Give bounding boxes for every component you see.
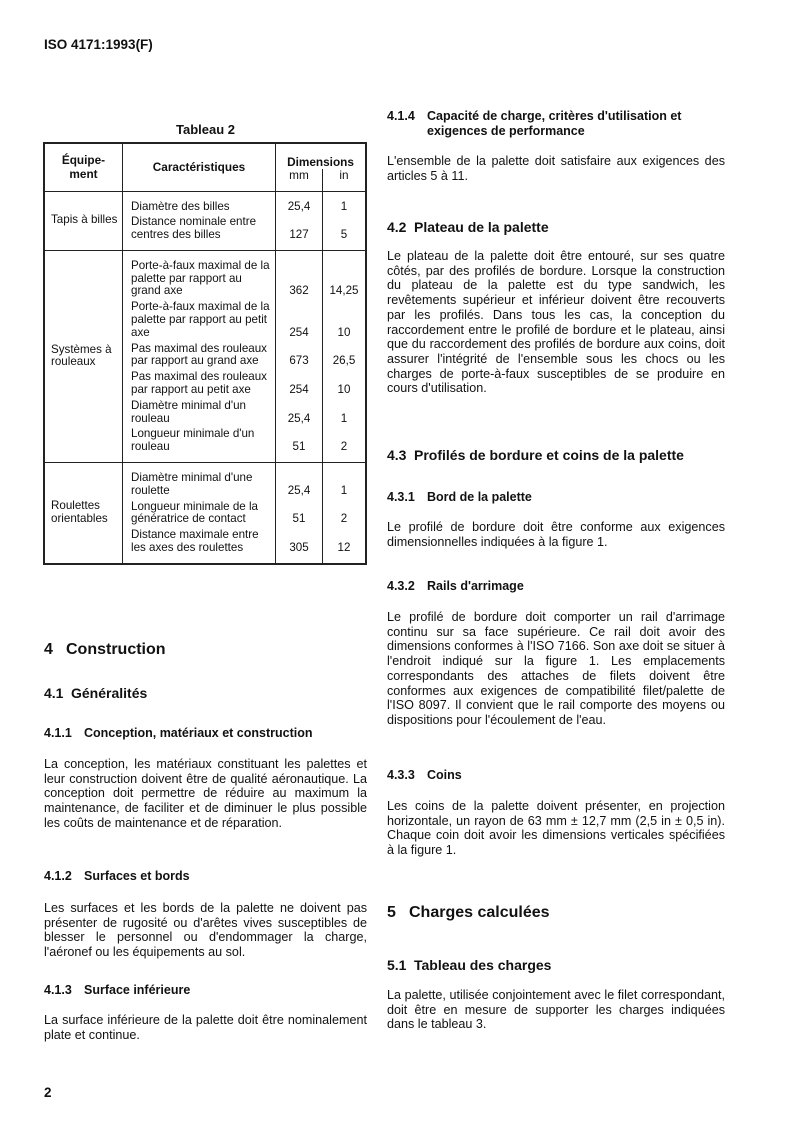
section-4-3-3-text: Les coins de la palette doivent présenter, en projection horizontale, un rayon de 63 mm ± 12,7 mm (2,5 in ± 0,5 in). Chaque coin doit avoir les dimensions verticales spécifiées à la figure 1. xyxy=(387,799,725,858)
table-2 xyxy=(43,142,367,565)
section-4-1-1-text: La conception, les matériaux constituant les palettes et leur construction doivent être de qualité aéronautique. La conception doit permettre de réduire au maximum la maintenance, de faciliter et de diminuer le plus possible les coûts de maintenance et de réparation. xyxy=(44,757,367,830)
section-4-1-heading xyxy=(44,685,147,701)
mm-value: 51 xyxy=(292,512,306,526)
section-title: Conception, matériaux et construction xyxy=(84,726,313,740)
characteristics-list xyxy=(131,463,275,563)
section-5-1-text: La palette, utilisée conjointement avec le filet correspondant, doit être en mesure de supporter les charges indiquées dans le tableau 3. xyxy=(387,988,725,1032)
section-4-3-heading xyxy=(387,447,684,463)
mm-value: 362 xyxy=(289,284,309,298)
characteristic-label: Longueur minimale de la génératrice de contact xyxy=(131,499,258,526)
section-4-3-2-text: Le profilé de bordure doit comporter un rail d'arrimage continu sur sa face supérieure. Ce rail doit avoir des dimensions conformes à l'ISO 7166. Son axe doit se situer à l'endroit indiqué sur la figure 1. Les emplacements correspondants des attaches de filets doivent être conformes aux exigences de compatibilité filet/palette de l'ISO 8097. Il convient que le rail comporte des moyens ou dispositions pour l'écoulement de l'eau. xyxy=(387,610,725,727)
section-title: Construction xyxy=(66,641,166,658)
in-cell xyxy=(323,191,367,250)
section-number: 4.1.3 xyxy=(44,983,72,997)
mm-list xyxy=(276,192,322,250)
section-4-3-2-heading xyxy=(387,579,524,594)
mm-cell xyxy=(276,191,323,250)
section-title: Bord de la palette xyxy=(427,490,532,504)
col-dimensions: Dimensions xyxy=(287,155,354,170)
section-title: Profilés de bordure et coins de la palette xyxy=(414,447,684,463)
section-4-1-4-text: L'ensemble de la palette doit satisfaire aux exigences des articles 5 à 11. xyxy=(387,154,725,183)
section-title: Surface inférieure xyxy=(84,983,191,997)
section-4-1-2-text: Les surfaces et les bords de la palette ne doivent pas présenter de rugosité ou d'arêtes vives susceptibles de blesser le personnel ou d'endommager la charge, l'aéronef ou les équipements au sol. xyxy=(44,901,367,960)
section-4-1-3-heading xyxy=(44,983,190,998)
col-mm: mm xyxy=(276,169,323,191)
equipment-cell: Roulettes orientables xyxy=(44,463,123,564)
characteristic-label: Porte-à-faux maximal de la palette par rapport au grand axe xyxy=(131,258,270,298)
table-row-group xyxy=(44,250,366,462)
table-row-group xyxy=(44,191,366,250)
section-number: 4.3.1 xyxy=(387,490,415,504)
section-title: Rails d'arrimage xyxy=(427,579,524,593)
mm-value: 254 xyxy=(289,383,309,397)
mm-list xyxy=(276,463,322,563)
section-number: 4.3.3 xyxy=(387,768,415,782)
mm-value: 127 xyxy=(289,228,309,242)
page-number: 2 xyxy=(44,1085,52,1100)
section-title: Généralités xyxy=(71,685,148,701)
in-value: 10 xyxy=(337,325,351,339)
section-4-1-1-heading xyxy=(44,726,313,741)
characteristic-label: Distance nominale entre centres des billes xyxy=(131,215,257,242)
characteristic-label: Longueur minimale d'un rouleau xyxy=(131,427,255,454)
characteristics-cell xyxy=(123,463,276,564)
section-5-1-heading xyxy=(387,957,551,973)
characteristic-label: Diamètre minimal d'une roulette xyxy=(131,471,253,497)
mm-value: 305 xyxy=(289,541,309,555)
in-cell xyxy=(323,463,367,564)
characteristic-label: Diamètre des billes xyxy=(131,199,230,213)
in-value: 1 xyxy=(340,411,348,425)
section-5-heading xyxy=(387,904,550,922)
characteristics-list xyxy=(131,192,275,250)
section-number: 4.1 xyxy=(44,685,64,701)
section-number: 4.2 xyxy=(387,219,407,235)
mm-value: 254 xyxy=(289,325,309,339)
section-4-1-3-text: La surface inférieure de la palette doit être nominalement plate et continue. xyxy=(44,1013,367,1042)
section-4-1-4-heading xyxy=(387,109,725,139)
document-header: ISO 4171:1993(F) xyxy=(44,37,153,52)
section-number: 4.1.4 xyxy=(387,109,415,123)
section-number: 4.3 xyxy=(387,447,407,463)
section-title: Capacité de charge, critères d'utilisation et exigences de performance xyxy=(427,109,682,138)
in-list xyxy=(323,463,365,563)
characteristic-label: Porte-à-faux maximal de la palette par rapport au petit axe xyxy=(131,300,270,339)
section-4-3-1-text: Le profilé de bordure doit être conforme aux exigences dimensionnelles indiquées à la figure 1. xyxy=(387,520,725,549)
in-value: 26,5 xyxy=(332,354,356,368)
characteristics-cell xyxy=(123,250,276,462)
section-title: Charges calculées xyxy=(409,904,550,921)
equipment-cell: Tapis à billes xyxy=(44,191,123,250)
in-value: 10 xyxy=(337,383,351,397)
in-value: 14,25 xyxy=(329,284,359,298)
table-row-group xyxy=(44,463,366,564)
mm-value: 25,4 xyxy=(287,411,311,425)
section-number: 4.1.1 xyxy=(44,726,72,740)
col-equipment: Équipe- ment xyxy=(44,143,123,191)
characteristic-label: Diamètre minimal d'un rouleau xyxy=(131,398,246,425)
table-caption: Tableau 2 xyxy=(175,122,235,137)
section-number: 5 xyxy=(387,904,396,921)
section-4-2-text: Le plateau de la palette doit être entouré, sur ses quatre côtés, par des profilés de bordure. Lorsque la construction du plateau de la palette est du type sandwich, les revêtements supérieur et inférieur doivent être recouverts par les profilés. Dans tous les cas, la conception du raccordement entre le profilé de bordure et le plateau, ainsi que du raccordement des profilés de bordure aux coins, doit assurer l'intégrité de l'ensemble sous les chocs ou les charges de porte-à-faux susceptibles de se produire en cours d'utilisation. xyxy=(387,249,725,396)
section-title: Coins xyxy=(427,768,462,782)
col-in: in xyxy=(323,169,367,191)
section-4-2-heading xyxy=(387,219,549,235)
section-4-1-2-heading xyxy=(44,869,190,884)
section-title: Plateau de la palette xyxy=(414,219,549,235)
characteristic-label: Distance maximale entre les axes des roulettes xyxy=(131,528,259,555)
in-value: 2 xyxy=(340,512,348,526)
in-value: 12 xyxy=(337,541,351,555)
characteristics-cell xyxy=(123,191,276,250)
mm-value: 51 xyxy=(292,440,306,454)
in-list xyxy=(323,192,365,250)
characteristic-label: Pas maximal des rouleaux par rapport au grand axe xyxy=(131,341,267,368)
mm-list xyxy=(276,251,322,462)
in-value: 1 xyxy=(340,483,348,497)
mm-cell xyxy=(276,250,323,462)
mm-value: 25,4 xyxy=(287,483,311,497)
col-characteristics: Caractéristiques xyxy=(123,143,276,191)
section-number: 4.3.2 xyxy=(387,579,415,593)
section-4-3-3-heading xyxy=(387,768,462,783)
section-number: 4 xyxy=(44,641,53,658)
section-title: Tableau des charges xyxy=(414,957,552,973)
characteristics-list xyxy=(131,251,275,462)
mm-value: 25,4 xyxy=(287,199,311,213)
section-number: 4.1.2 xyxy=(44,869,72,883)
in-value: 1 xyxy=(340,199,348,213)
in-value: 2 xyxy=(340,440,348,454)
in-cell xyxy=(323,250,367,462)
characteristic-label: Pas maximal des rouleaux par rapport au petit axe xyxy=(131,370,267,397)
section-4-heading xyxy=(44,641,166,659)
in-value: 5 xyxy=(340,228,348,242)
in-list xyxy=(323,251,365,462)
section-number: 5.1 xyxy=(387,957,407,973)
equipment-cell: Systèmes à rouleaux xyxy=(44,250,123,462)
section-title: Surfaces et bords xyxy=(84,869,190,883)
mm-cell xyxy=(276,463,323,564)
mm-value: 673 xyxy=(289,354,309,368)
section-4-3-1-heading xyxy=(387,490,532,505)
